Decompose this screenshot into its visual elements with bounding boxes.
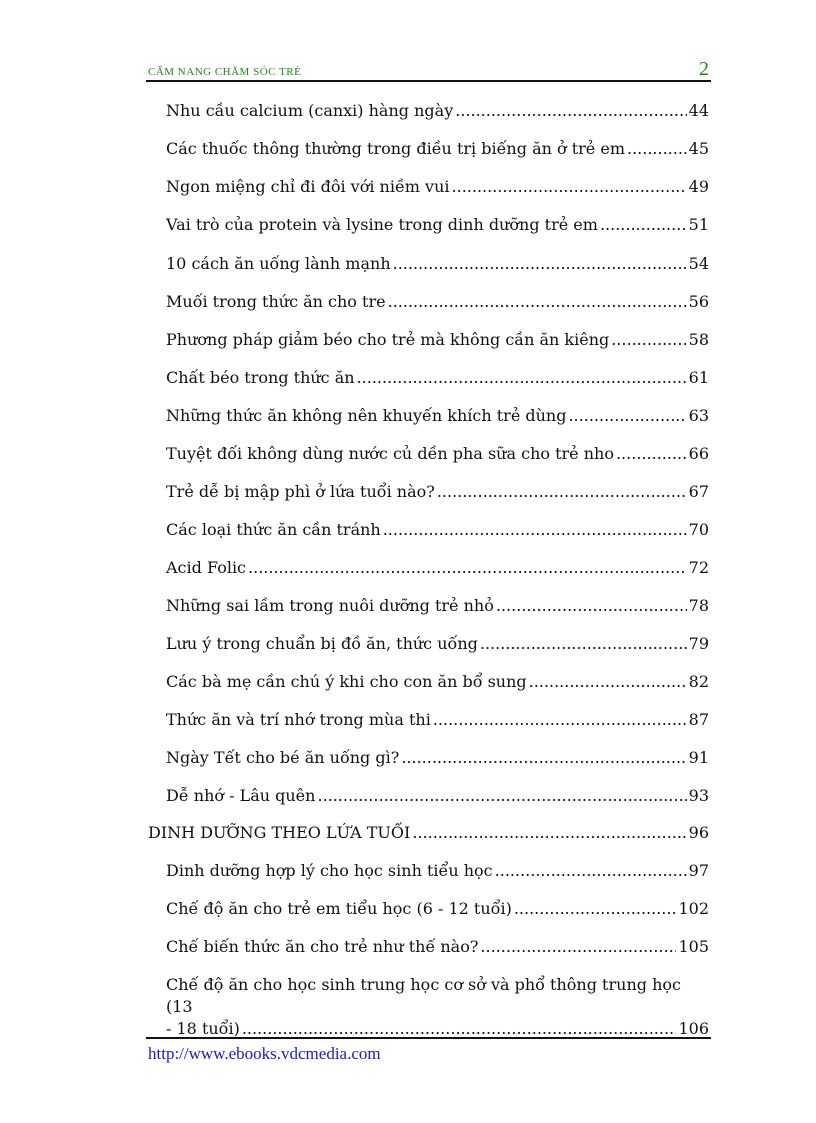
- toc-entry-label: Trẻ dễ bị mập phì ở lứa tuổi nào?: [166, 482, 435, 501]
- toc-entry[interactable]: [166, 557, 709, 579]
- toc-entry[interactable]: [166, 443, 709, 465]
- toc-entry-label: Ngon miệng chỉ đi đôi với niềm vui: [166, 177, 450, 196]
- toc-entry-label: Chất béo trong thức ăn: [166, 368, 355, 387]
- toc-entry-label: Muối trong thức ăn cho tre: [166, 292, 386, 311]
- dot-leader: [568, 405, 686, 427]
- dot-leader: [616, 443, 687, 465]
- toc-entry-label: Tuyệt đối không dùng nước củ dền pha sữa cho trẻ nho: [166, 444, 614, 463]
- toc-entry[interactable]: [166, 936, 709, 958]
- toc-entry[interactable]: [166, 709, 709, 731]
- toc-entry-label: Các bà mẹ cần chú ý khi cho con ăn bổ sung: [166, 672, 527, 691]
- toc-entry-page: 96: [688, 823, 709, 842]
- toc-entry[interactable]: [166, 898, 709, 920]
- dot-leader: [383, 519, 687, 541]
- toc-entry-label-continued: - 18 tuổi): [166, 1019, 240, 1038]
- toc-entry-page: 72: [688, 558, 709, 577]
- toc-entry[interactable]: [166, 747, 709, 769]
- toc-entry[interactable]: [166, 481, 709, 503]
- toc-entry-page: 70: [688, 520, 709, 539]
- toc-entry-page: 56: [688, 292, 709, 311]
- toc-entry-page: 102: [678, 899, 709, 918]
- dot-leader: [496, 595, 687, 617]
- toc-entry-label: Acid Folic: [166, 558, 247, 577]
- dot-leader: [357, 367, 687, 389]
- toc-entry-label: Dễ nhớ - Lâu quên: [166, 786, 316, 805]
- toc-entry-label: Các loại thức ăn cần tránh: [166, 520, 381, 539]
- dot-leader: [433, 709, 687, 731]
- toc-entry-label: DINH DƯỠNG THEO LỨA TUỔI: [148, 823, 411, 842]
- toc-entry-label: 10 cách ăn uống lành mạnh: [166, 254, 391, 273]
- toc-entry-page: 49: [688, 177, 709, 196]
- toc-entry-label: Thức ăn và trí nhớ trong mùa thi: [166, 710, 431, 729]
- dot-leader: [495, 860, 687, 882]
- toc-entry-label: Dinh dưỡng hợp lý cho học sinh tiểu học: [166, 861, 493, 880]
- page-number: 2: [699, 58, 709, 80]
- footer-url-link[interactable]: http://www.ebooks.vdcmedia.com: [148, 1044, 381, 1063]
- toc-section-entry[interactable]: [148, 822, 709, 844]
- toc-entry[interactable]: [166, 176, 709, 198]
- toc-entry-page: 66: [688, 444, 709, 463]
- toc-entry[interactable]: [166, 405, 709, 427]
- dot-leader: [529, 671, 687, 693]
- toc-entry-label: Lưu ý trong chuẩn bị đồ ăn, thức uống: [166, 634, 478, 653]
- toc-entry-label: Nhu cầu calcium (canxi) hàng ngày: [166, 101, 454, 120]
- toc-entry-label: Chế độ ăn cho học sinh trung học cơ sở và phổ thông trung học (13: [166, 975, 681, 1016]
- toc-entry[interactable]: [166, 860, 709, 882]
- toc-entry-page: 44: [688, 101, 709, 120]
- toc-entry[interactable]: [166, 253, 709, 275]
- toc-entry-page: 87: [688, 710, 709, 729]
- toc-entry[interactable]: [166, 291, 709, 313]
- toc-entry-label: Những thức ăn không nên khuyến khích trẻ dùng: [166, 406, 567, 425]
- dot-leader: [600, 214, 687, 236]
- running-header: [146, 58, 711, 82]
- toc-entry-page: 54: [688, 254, 709, 273]
- dot-leader: [514, 898, 677, 920]
- toc-entry-page: 82: [688, 672, 709, 691]
- toc-entry-label-line1: [166, 974, 709, 1018]
- toc-entry-label: Phương pháp giảm béo cho trẻ mà không cần ăn kiêng: [166, 330, 610, 349]
- dot-leader: [388, 291, 687, 313]
- dot-leader: [248, 557, 687, 579]
- toc-entry[interactable]: [166, 671, 709, 693]
- dot-leader: [452, 176, 687, 198]
- toc-entry-page: 79: [688, 634, 709, 653]
- dot-leader: [393, 253, 687, 275]
- toc-entry-label: Những sai lầm trong nuôi dưỡng trẻ nhỏ: [166, 596, 494, 615]
- toc-entry-label: Các thuốc thông thường trong điều trị biếng ăn ở trẻ em: [166, 139, 625, 158]
- toc-entry[interactable]: [166, 329, 709, 351]
- toc-entry[interactable]: [166, 100, 709, 122]
- dot-leader: [611, 329, 686, 351]
- toc-entry-page: 58: [688, 330, 709, 349]
- toc-entry-page: 93: [688, 786, 709, 805]
- toc-entry-page: 67: [688, 482, 709, 501]
- dot-leader: [480, 633, 687, 655]
- toc-entry[interactable]: [166, 974, 709, 1040]
- toc-entry-page: 106: [678, 1019, 709, 1038]
- toc-entry-label: Ngày Tết cho bé ăn uống gì?: [166, 748, 400, 767]
- footer-rule: [146, 1037, 711, 1039]
- toc-entry[interactable]: [166, 214, 709, 236]
- dot-leader: [401, 747, 686, 769]
- toc-entry-label: Chế biến thức ăn cho trẻ như thế nào?: [166, 937, 479, 956]
- toc-entry-page: 63: [688, 406, 709, 425]
- toc-entry-page: 61: [688, 368, 709, 387]
- toc-entry-page: 78: [688, 596, 709, 615]
- header-rule: [146, 80, 711, 82]
- toc-entry-page: 91: [688, 748, 709, 767]
- dot-leader: [480, 936, 676, 958]
- dot-leader: [412, 822, 686, 844]
- dot-leader: [317, 785, 686, 807]
- toc-entry-page: 45: [688, 139, 709, 158]
- dot-leader: [437, 481, 687, 503]
- toc-entry[interactable]: [166, 138, 709, 160]
- dot-leader: [627, 138, 687, 160]
- toc-entry-page: 105: [678, 937, 709, 956]
- toc-entry[interactable]: [166, 633, 709, 655]
- dot-leader: [455, 100, 686, 122]
- toc-entry-label: Chế độ ăn cho trẻ em tiểu học (6 - 12 tuổi): [166, 899, 512, 918]
- toc-entry[interactable]: [166, 367, 709, 389]
- book-title: CẨM NANG CHĂM SÓC TRẺ: [148, 66, 302, 78]
- toc-entry[interactable]: [166, 595, 709, 617]
- toc-entry-page: 51: [688, 215, 709, 234]
- toc-entry-page: 97: [688, 861, 709, 880]
- toc-entry[interactable]: [166, 785, 709, 807]
- toc-entry[interactable]: [166, 519, 709, 541]
- toc-entry-label: Vai trò của protein và lysine trong dinh dưỡng trẻ em: [166, 215, 598, 234]
